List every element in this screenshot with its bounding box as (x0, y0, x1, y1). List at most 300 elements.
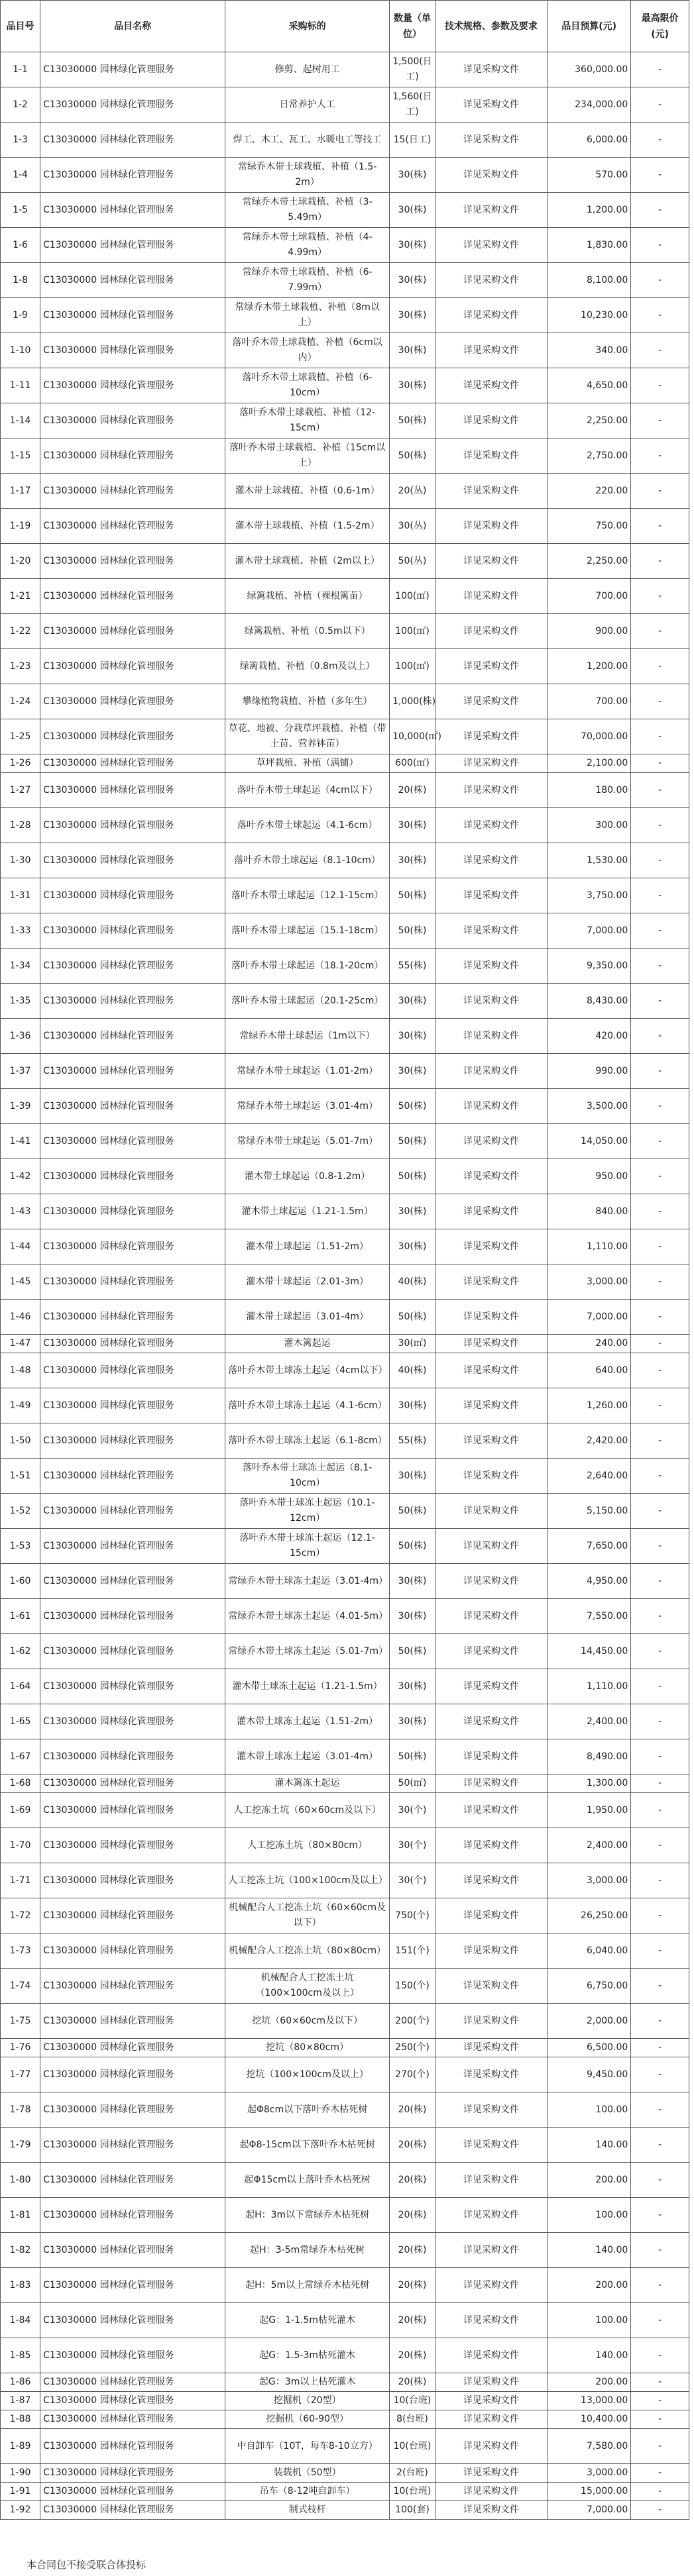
item-no-cell: 1-36 (1, 1019, 40, 1054)
procurement-item-cell: 落叶乔木带土球栽植、补植（12-15cm） (225, 403, 390, 438)
max-price-cell: - (631, 719, 689, 754)
budget-cell: 100.00 (547, 2303, 630, 2338)
table-row (1, 719, 689, 754)
table-row (1, 1564, 689, 1599)
category-code: C13030000 (43, 890, 97, 901)
quantity-cell: 750(个) (390, 1898, 435, 1933)
category-code: C13030000 (43, 134, 97, 145)
spec-cell: 详见采购文件 (435, 2303, 547, 2338)
table-row (1, 1739, 689, 1775)
table-row (1, 438, 689, 474)
item-name-cell (40, 684, 225, 719)
spec-cell: 详见采购文件 (435, 878, 547, 913)
quantity-cell: 30(株) (390, 263, 435, 298)
item-name-cell (40, 2392, 225, 2410)
category-code: C13030000 (43, 1311, 97, 1322)
table-row (1, 1863, 689, 1898)
category-name: 园林绿化管理服务 (99, 309, 174, 321)
category-name: 园林绿化管理服务 (99, 2467, 174, 2478)
procurement-item-cell: 挖坑（60×60cm及以下） (225, 2004, 390, 2039)
category-code: C13030000 (43, 625, 97, 637)
spec-cell: 详见采购文件 (435, 2483, 547, 2501)
category-name: 园林绿化管理服务 (99, 555, 174, 566)
item-no-cell: 1-25 (1, 719, 40, 754)
budget-cell: 360,000.00 (547, 52, 630, 87)
budget-cell: 3,000.00 (547, 1863, 630, 1898)
spec-cell: 详见采购文件 (435, 474, 547, 509)
spec-cell: 详见采购文件 (435, 2373, 547, 2392)
category-name: 园林绿化管理服务 (99, 520, 174, 531)
category-name: 园林绿化管理服务 (99, 2244, 174, 2255)
item-name-cell (40, 2483, 225, 2501)
max-price-cell: - (631, 2233, 689, 2268)
item-name-cell (40, 403, 225, 438)
category-code: C13030000 (43, 1716, 97, 1727)
category-code: C13030000 (43, 2504, 97, 2515)
procurement-item-cell: 灌木带土球冻土起运（1.21-1.5m） (225, 1669, 390, 1704)
table-row (1, 87, 689, 123)
spec-cell: 详见采购文件 (435, 719, 547, 754)
max-price-cell: - (631, 1599, 689, 1634)
budget-cell: 5,150.00 (547, 1494, 630, 1529)
procurement-item-cell: 灌木带土球起运（1.21-1.5m） (225, 1194, 390, 1229)
procurement-item-cell: 灌木带土球起运（0.8-1.2m） (225, 1159, 390, 1194)
budget-cell: 1,110.00 (547, 1669, 630, 1704)
max-price-cell: - (631, 368, 689, 403)
quantity-cell: 20(株) (390, 2268, 435, 2303)
budget-cell: 420.00 (547, 1019, 630, 1054)
category-code: C13030000 (43, 1241, 97, 1252)
item-name-cell (40, 2092, 225, 2128)
procurement-item-cell: 灌木篱冻土起运 (225, 1775, 390, 1793)
item-no-cell: 1-67 (1, 1739, 40, 1775)
category-name: 园林绿化管理服务 (99, 1875, 174, 1886)
table-row (1, 1194, 689, 1229)
procurement-item-cell: 灌木篱起运 (225, 1335, 390, 1353)
procurement-item-cell: 起G：3m以上枯死灌木 (225, 2373, 390, 2392)
item-name-cell (40, 2128, 225, 2163)
category-name: 园林绿化管理服务 (99, 485, 174, 496)
spec-cell: 详见采购文件 (435, 87, 547, 123)
max-price-cell: - (631, 158, 689, 193)
quantity-cell: 20(株) (390, 2303, 435, 2338)
budget-cell: 640.00 (547, 1353, 630, 1388)
item-name-cell (40, 2163, 225, 2198)
max-price-cell: - (631, 1863, 689, 1898)
category-code: C13030000 (43, 2209, 97, 2220)
category-name: 园林绿化管理服务 (99, 64, 174, 75)
category-name: 园林绿化管理服务 (99, 925, 174, 936)
spec-cell: 详见采购文件 (435, 1089, 547, 1124)
quantity-cell: 10(台班) (390, 2429, 435, 2464)
procurement-item-cell: 常绿乔木带土球起运（5.01-7m） (225, 1124, 390, 1159)
item-name-cell (40, 1054, 225, 1089)
item-name-cell (40, 1669, 225, 1704)
category-name: 园林绿化管理服务 (99, 2279, 174, 2291)
header-item-name: 品目名称 (40, 1, 225, 52)
category-name: 园林绿化管理服务 (99, 960, 174, 971)
table-row (1, 1793, 689, 1828)
quantity-cell: 10(台班) (390, 2483, 435, 2501)
item-name-cell (40, 1300, 225, 1335)
procurement-item-cell: 落叶乔木带土球起运（18.1-20cm） (225, 949, 390, 984)
item-no-cell: 1-35 (1, 984, 40, 1019)
spec-cell: 详见采购文件 (435, 2501, 547, 2520)
max-price-cell: - (631, 1194, 689, 1229)
item-no-cell: 1-68 (1, 1775, 40, 1793)
item-name-cell (40, 1335, 225, 1353)
budget-cell: 1,530.00 (547, 843, 630, 878)
category-name: 园林绿化管理服务 (99, 1435, 174, 1446)
spec-cell: 详见采购文件 (435, 2410, 547, 2429)
item-no-cell: 1-10 (1, 333, 40, 368)
item-name-cell (40, 1264, 225, 1300)
max-price-cell: - (631, 1335, 689, 1353)
item-name-cell (40, 298, 225, 333)
max-price-cell: - (631, 1969, 689, 2004)
category-code: C13030000 (43, 1400, 97, 1411)
max-price-cell: - (631, 87, 689, 123)
procurement-item-cell: 灌木带土球栽植、补植（0.6-1m） (225, 474, 390, 509)
procurement-item-cell: 起H：5m以上常绿乔木枯死树 (225, 2268, 390, 2303)
procurement-item-cell: 起H：3-5m常绿乔木枯死树 (225, 2233, 390, 2268)
table-row (1, 1229, 689, 1264)
table-row (1, 2429, 689, 2464)
spec-cell: 详见采购文件 (435, 403, 547, 438)
category-name: 园林绿化管理服务 (99, 890, 174, 901)
max-price-cell: - (631, 1388, 689, 1423)
category-code: C13030000 (43, 696, 97, 707)
budget-cell: 2,100.00 (547, 754, 630, 773)
item-no-cell: 1-37 (1, 1054, 40, 1089)
table-row (1, 1353, 689, 1388)
quantity-cell: 151(个) (390, 1933, 435, 1969)
item-no-cell: 1-80 (1, 2163, 40, 2198)
quantity-cell: 20(株) (390, 773, 435, 808)
category-name: 园林绿化管理服务 (99, 1839, 174, 1851)
quantity-cell: 30(株) (390, 228, 435, 263)
category-code: C13030000 (43, 2395, 97, 2406)
max-price-cell: - (631, 1739, 689, 1775)
budget-cell: 220.00 (547, 474, 630, 509)
table-row (1, 123, 689, 158)
item-name-cell (40, 2429, 225, 2464)
item-no-cell: 1-43 (1, 1194, 40, 1229)
procurement-item-cell: 起Φ8cm以下落叶乔木枯死树 (225, 2092, 390, 2128)
item-no-cell: 1-15 (1, 438, 40, 474)
spec-cell: 详见采购文件 (435, 52, 547, 87)
item-no-cell: 1-53 (1, 1529, 40, 1564)
category-code: C13030000 (43, 1839, 97, 1851)
spec-cell: 详见采购文件 (435, 843, 547, 878)
item-name-cell (40, 333, 225, 368)
item-no-cell: 1-87 (1, 2392, 40, 2410)
spec-cell: 详见采购文件 (435, 193, 547, 228)
budget-cell: 6,040.00 (547, 1933, 630, 1969)
procurement-item-cell: 草坪栽植、补植（满铺） (225, 754, 390, 773)
category-code: C13030000 (43, 415, 97, 426)
category-code: C13030000 (43, 1365, 97, 1376)
procurement-item-cell: 灌木带土球起运（3.01-4m） (225, 1300, 390, 1335)
spec-cell: 详见采购文件 (435, 263, 547, 298)
category-code: C13030000 (43, 2104, 97, 2115)
item-no-cell: 1-6 (1, 228, 40, 263)
category-code: C13030000 (43, 239, 97, 250)
category-code: C13030000 (43, 309, 97, 321)
category-name: 园林绿化管理服务 (99, 1311, 174, 1322)
table-row (1, 1494, 689, 1529)
budget-cell: 2,640.00 (547, 1459, 630, 1494)
max-price-cell: - (631, 1229, 689, 1264)
procurement-item-cell: 灌木带土球冻土起运（1.51-2m） (225, 1704, 390, 1739)
item-no-cell: 1-71 (1, 1863, 40, 1898)
budget-cell: 7,000.00 (547, 1300, 630, 1335)
item-no-cell: 1-65 (1, 1704, 40, 1739)
category-code: C13030000 (43, 2015, 97, 2026)
item-no-cell: 1-88 (1, 2410, 40, 2429)
item-name-cell (40, 1828, 225, 1863)
table-row (1, 158, 689, 193)
item-name-cell (40, 719, 225, 754)
item-name-cell (40, 2057, 225, 2092)
item-name-cell (40, 2373, 225, 2392)
item-name-cell (40, 158, 225, 193)
budget-cell: 9,450.00 (547, 2057, 630, 2092)
quantity-cell: 100(㎡) (390, 649, 435, 684)
max-price-cell: - (631, 649, 689, 684)
item-name-cell (40, 1529, 225, 1564)
table-row (1, 228, 689, 263)
spec-cell: 详见采购文件 (435, 684, 547, 719)
item-no-cell: 1-85 (1, 2338, 40, 2373)
table-row (1, 754, 689, 773)
procurement-item-cell: 常绿乔木带土球冻土起运（4.01-5m） (225, 1599, 390, 1634)
header-item-no: 品目号 (1, 1, 40, 52)
category-name: 园林绿化管理服务 (99, 1610, 174, 1622)
table-row (1, 1335, 689, 1353)
quantity-cell: 1,000(株) (390, 684, 435, 719)
budget-cell: 2,750.00 (547, 438, 630, 474)
table-row (1, 368, 689, 403)
item-no-cell: 1-41 (1, 1124, 40, 1159)
table-row (1, 1634, 689, 1669)
table-row (1, 1423, 689, 1459)
budget-cell: 1,200.00 (547, 193, 630, 228)
spec-cell: 详见采购文件 (435, 1054, 547, 1089)
category-name: 园林绿化管理服务 (99, 660, 174, 672)
max-price-cell: - (631, 579, 689, 614)
item-name-cell (40, 614, 225, 649)
category-name: 园林绿化管理服务 (99, 758, 174, 768)
item-name-cell (40, 913, 225, 949)
item-no-cell: 1-34 (1, 949, 40, 984)
budget-cell: 340.00 (547, 333, 630, 368)
max-price-cell: - (631, 684, 689, 719)
procurement-item-cell: 落叶乔木带土球冻土起运（12.1-15cm） (225, 1529, 390, 1564)
category-name: 园林绿化管理服务 (99, 1980, 174, 1991)
item-name-cell (40, 87, 225, 123)
table-row (1, 1933, 689, 1969)
category-name: 园林绿化管理服务 (99, 344, 174, 356)
item-no-cell: 1-48 (1, 1353, 40, 1388)
budget-cell: 234,000.00 (547, 87, 630, 123)
category-code: C13030000 (43, 1030, 97, 1041)
spec-cell: 详见采购文件 (435, 2338, 547, 2373)
spec-cell: 详见采购文件 (435, 1019, 547, 1054)
quantity-cell: 1,500(日工) (390, 52, 435, 87)
category-code: C13030000 (43, 450, 97, 461)
spec-cell: 详见采购文件 (435, 1335, 547, 1353)
category-name: 园林绿化管理服务 (99, 2042, 174, 2053)
spec-cell: 详见采购文件 (435, 1529, 547, 1564)
table-row (1, 2198, 689, 2233)
item-no-cell: 1-14 (1, 403, 40, 438)
budget-cell: 750.00 (547, 509, 630, 544)
category-name: 园林绿化管理服务 (99, 99, 174, 110)
category-code: C13030000 (43, 731, 97, 742)
procurement-item-cell: 起Φ8-15cm以下落叶乔木枯死树 (225, 2128, 390, 2163)
max-price-cell: - (631, 1159, 689, 1194)
category-code: C13030000 (43, 1170, 97, 1182)
item-no-cell: 1-1 (1, 52, 40, 87)
category-name: 园林绿化管理服务 (99, 1505, 174, 1516)
table-row (1, 509, 689, 544)
table-row (1, 52, 689, 87)
procurement-item-cell: 绿篱栽植、补植（0.5m以下） (225, 614, 390, 649)
procurement-item-cell: 挖掘机（20型） (225, 2392, 390, 2410)
item-name-cell (40, 1775, 225, 1793)
item-no-cell: 1-47 (1, 1335, 40, 1353)
category-name: 园林绿化管理服务 (99, 1206, 174, 1217)
quantity-cell: 1,560(日工) (390, 87, 435, 123)
item-no-cell: 1-21 (1, 579, 40, 614)
category-code: C13030000 (43, 169, 97, 180)
procurement-item-cell: 焊工、木工、瓦工、水暖电工等技工 (225, 123, 390, 158)
procurement-item-cell: 草花、地被、分栽草坪栽植、补植（带土苗、营养钵苗） (225, 719, 390, 754)
category-code: C13030000 (43, 758, 97, 768)
table-row (1, 2338, 689, 2373)
category-name: 园林绿化管理服务 (99, 1751, 174, 1762)
category-name: 园林绿化管理服务 (99, 854, 174, 866)
category-code: C13030000 (43, 2244, 97, 2255)
budget-cell: 10,230.00 (547, 298, 630, 333)
category-name: 园林绿化管理服务 (99, 134, 174, 145)
budget-cell: 6,000.00 (547, 123, 630, 158)
item-no-cell: 1-83 (1, 2268, 40, 2303)
item-no-cell: 1-76 (1, 2039, 40, 2057)
item-no-cell: 1-69 (1, 1793, 40, 1828)
table-row (1, 1969, 689, 2004)
quantity-cell: 30(㎡) (390, 1335, 435, 1353)
max-price-cell: - (631, 1529, 689, 1564)
item-no-cell: 1-81 (1, 2198, 40, 2233)
item-name-cell (40, 1704, 225, 1739)
quantity-cell: 30(株) (390, 1054, 435, 1089)
category-name: 园林绿化管理服务 (99, 2504, 174, 2515)
spec-cell: 详见采购文件 (435, 333, 547, 368)
item-no-cell: 1-52 (1, 1494, 40, 1529)
item-name-cell (40, 1459, 225, 1494)
category-name: 园林绿化管理服务 (99, 1276, 174, 1287)
quantity-cell: 40(株) (390, 1264, 435, 1300)
item-name-cell (40, 52, 225, 87)
table-row (1, 1089, 689, 1124)
category-name: 园林绿化管理服务 (99, 819, 174, 831)
budget-cell: 8,100.00 (547, 263, 630, 298)
table-row (1, 2092, 689, 2128)
item-name-cell (40, 2303, 225, 2338)
max-price-cell: - (631, 1019, 689, 1054)
category-code: C13030000 (43, 2139, 97, 2150)
quantity-cell: 20(株) (390, 2373, 435, 2392)
item-no-cell: 1-28 (1, 808, 40, 843)
item-name-cell (40, 843, 225, 878)
budget-cell: 7,000.00 (547, 2501, 630, 2520)
procurement-item-cell: 制式枝杆 (225, 2501, 390, 2520)
spec-cell: 详见采购文件 (435, 1353, 547, 1388)
item-name-cell (40, 1159, 225, 1194)
category-code: C13030000 (43, 2349, 97, 2361)
quantity-cell: 15(日工) (390, 123, 435, 158)
category-name: 园林绿化管理服务 (99, 2414, 174, 2424)
spec-cell: 详见采购文件 (435, 649, 547, 684)
table-row (1, 1019, 689, 1054)
item-no-cell: 1-45 (1, 1264, 40, 1300)
item-name-cell (40, 123, 225, 158)
budget-cell: 7,000.00 (547, 913, 630, 949)
category-name: 园林绿化管理服务 (99, 2209, 174, 2220)
spec-cell: 详见采购文件 (435, 1933, 547, 1969)
category-name: 园林绿化管理服务 (99, 1241, 174, 1252)
procurement-item-cell: 常绿乔木带土球栽植、补植（1.5-2m） (225, 158, 390, 193)
max-price-cell: - (631, 2128, 689, 2163)
spec-cell: 详见采购文件 (435, 2233, 547, 2268)
quantity-cell: 50(㎡) (390, 1775, 435, 1793)
budget-cell: 1,110.00 (547, 1229, 630, 1264)
category-code: C13030000 (43, 1610, 97, 1622)
item-name-cell (40, 808, 225, 843)
max-price-cell: - (631, 2464, 689, 2483)
category-name: 园林绿化管理服务 (99, 2377, 174, 2387)
quantity-cell: 50(株) (390, 1529, 435, 1564)
category-name: 园林绿化管理服务 (99, 1680, 174, 1692)
category-code: C13030000 (43, 1751, 97, 1762)
category-code: C13030000 (43, 660, 97, 672)
max-price-cell: - (631, 1634, 689, 1669)
procurement-item-cell: 挖坑（80×80cm） (225, 2039, 390, 2057)
category-name: 园林绿化管理服务 (99, 1170, 174, 1182)
table-row (1, 1388, 689, 1423)
table-row (1, 1529, 689, 1564)
quantity-cell: 50(丛) (390, 544, 435, 579)
item-name-cell (40, 2268, 225, 2303)
spec-cell: 详见采购文件 (435, 614, 547, 649)
item-no-cell: 1-33 (1, 913, 40, 949)
max-price-cell: - (631, 1704, 689, 1739)
max-price-cell: - (631, 123, 689, 158)
category-code: C13030000 (43, 2279, 97, 2291)
category-name: 园林绿化管理服务 (99, 1065, 174, 1076)
item-name-cell (40, 2039, 225, 2057)
item-name-cell (40, 754, 225, 773)
category-code: C13030000 (43, 1875, 97, 1886)
procurement-item-cell: 起Φ15cm以上落叶乔木枯死树 (225, 2163, 390, 2198)
table-row (1, 263, 689, 298)
max-price-cell: - (631, 773, 689, 808)
item-no-cell: 1-70 (1, 1828, 40, 1863)
max-price-cell: - (631, 438, 689, 474)
procurement-item-cell: 日常养护人工 (225, 87, 390, 123)
